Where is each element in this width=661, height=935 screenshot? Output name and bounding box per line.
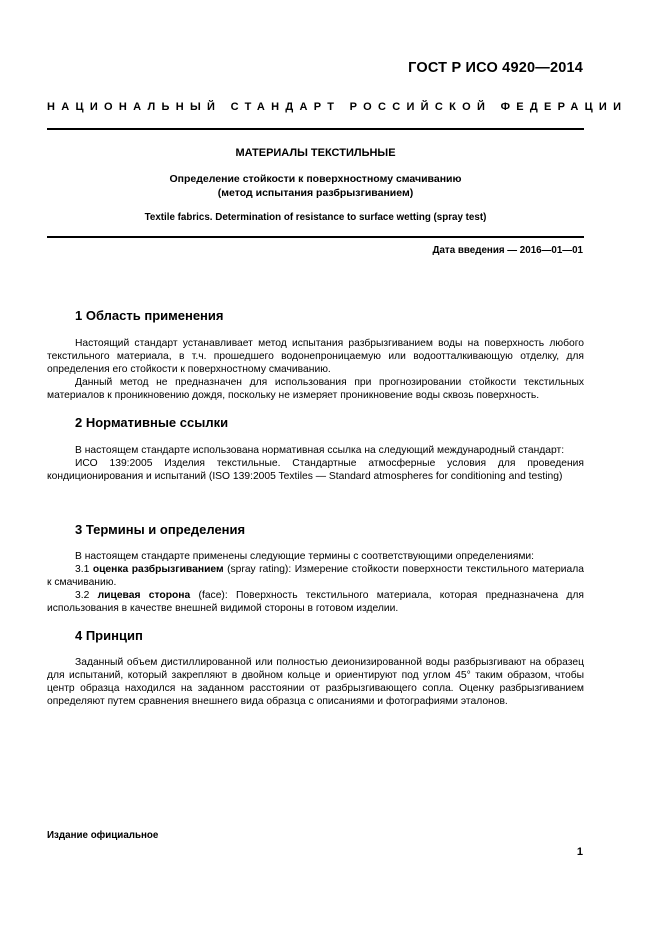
- section-3-heading: 3 Термины и определения: [75, 522, 246, 537]
- section-2-paragraph-1: В настоящем стандарте использована нормативная ссылка на следующий международный стандарт:: [75, 445, 565, 456]
- section-4-body: [47, 656, 584, 708]
- section-3-paragraph-1: В настоящем стандарте применены следующие термины с соответствующими определениями:: [75, 551, 535, 562]
- national-standard-banner: НАЦИОНАЛЬНЫЙ СТАНДАРТ РОССИЙСКОЙ ФЕДЕРАЦИИ: [47, 101, 628, 113]
- section-1-heading: 1 Область применения: [75, 308, 224, 323]
- term-3-2-number: 3.2: [75, 590, 90, 601]
- term-3-1-number: 3.1: [75, 564, 90, 575]
- section-1-paragraph-1: Настоящий стандарт устанавливает метод испытания разбрызгиванием воды на поверхность любого текстильного материала, в т.ч. прошедшего водонепроницаемую или водоотталкивающую отделку, для определения его стойкости к поверхностному смачиванию.: [47, 338, 584, 375]
- term-3-2: [47, 589, 584, 615]
- term-3-1: [47, 563, 584, 589]
- section-2-heading: 2 Нормативные ссылки: [75, 415, 229, 430]
- section-1-paragraph-2: Данный метод не предназначен для использования при прогнозировании стойкости текстильных материалов к проникновению дождя, поскольку не измеряет проникновение воды сквозь поверхность.: [47, 377, 584, 401]
- document-title: МАТЕРИАЛЫ ТЕКСТИЛЬНЫЕ: [235, 147, 396, 159]
- term-3-1-name: оценка разбрызгиванием: [92, 564, 224, 575]
- term-3-2-name: лицевая сторона: [97, 590, 191, 601]
- section-1-body: [47, 337, 584, 402]
- term-3-1-definition: (spray rating): Измерение стойкости поверхности текстильного материала к смачиванию.: [47, 564, 584, 588]
- section-3-body: [47, 550, 584, 615]
- section-2-body: [47, 444, 584, 483]
- term-3-2-definition: (face): Поверхность текстильного материала, которая предназначена для использования в качестве внешней видимой стороны в готовом изделии.: [47, 590, 584, 614]
- official-edition-note: Издание официальное: [47, 830, 159, 841]
- document-subtitle: [47, 173, 584, 200]
- page-number: 1: [576, 846, 583, 858]
- standard-code: ГОСТ Р ИСО 4920—2014: [408, 60, 583, 76]
- introduction-date: Дата введения — 2016—01—01: [432, 245, 583, 256]
- section-2-paragraph-2: ИСО 139:2005 Изделия текстильные. Стандартные атмосферные условия для проведения кондиционирования и испытаний (ISO 139:2005 Textiles — Standard atmospheres for conditioning and testing): [47, 458, 584, 482]
- section-4-heading: 4 Принцип: [75, 628, 143, 643]
- subtitle-line-1: Определение стойкости к поверхностному смачиванию: [169, 173, 462, 185]
- section-4-paragraph-1: Заданный объем дистиллированной или полностью деионизированной воды разбрызгивают на образец для испытаний, который закрепляют в двойном кольце и ориентируют под углом 45° таким образом, чтобы центр образца находился на заданном расстоянии от разбрызгивающего сопла. Оценку разбрызгиванием определяют путем сравнения внешнего вида образца с описаниями и фотографиями эталонов.: [47, 657, 584, 707]
- top-divider: [47, 128, 584, 130]
- english-title: Textile fabrics. Determination of resistance to surface wetting (spray test): [144, 212, 487, 223]
- subtitle-line-2: (метод испытания разбрызгиванием): [217, 186, 414, 199]
- title-divider: [47, 236, 584, 238]
